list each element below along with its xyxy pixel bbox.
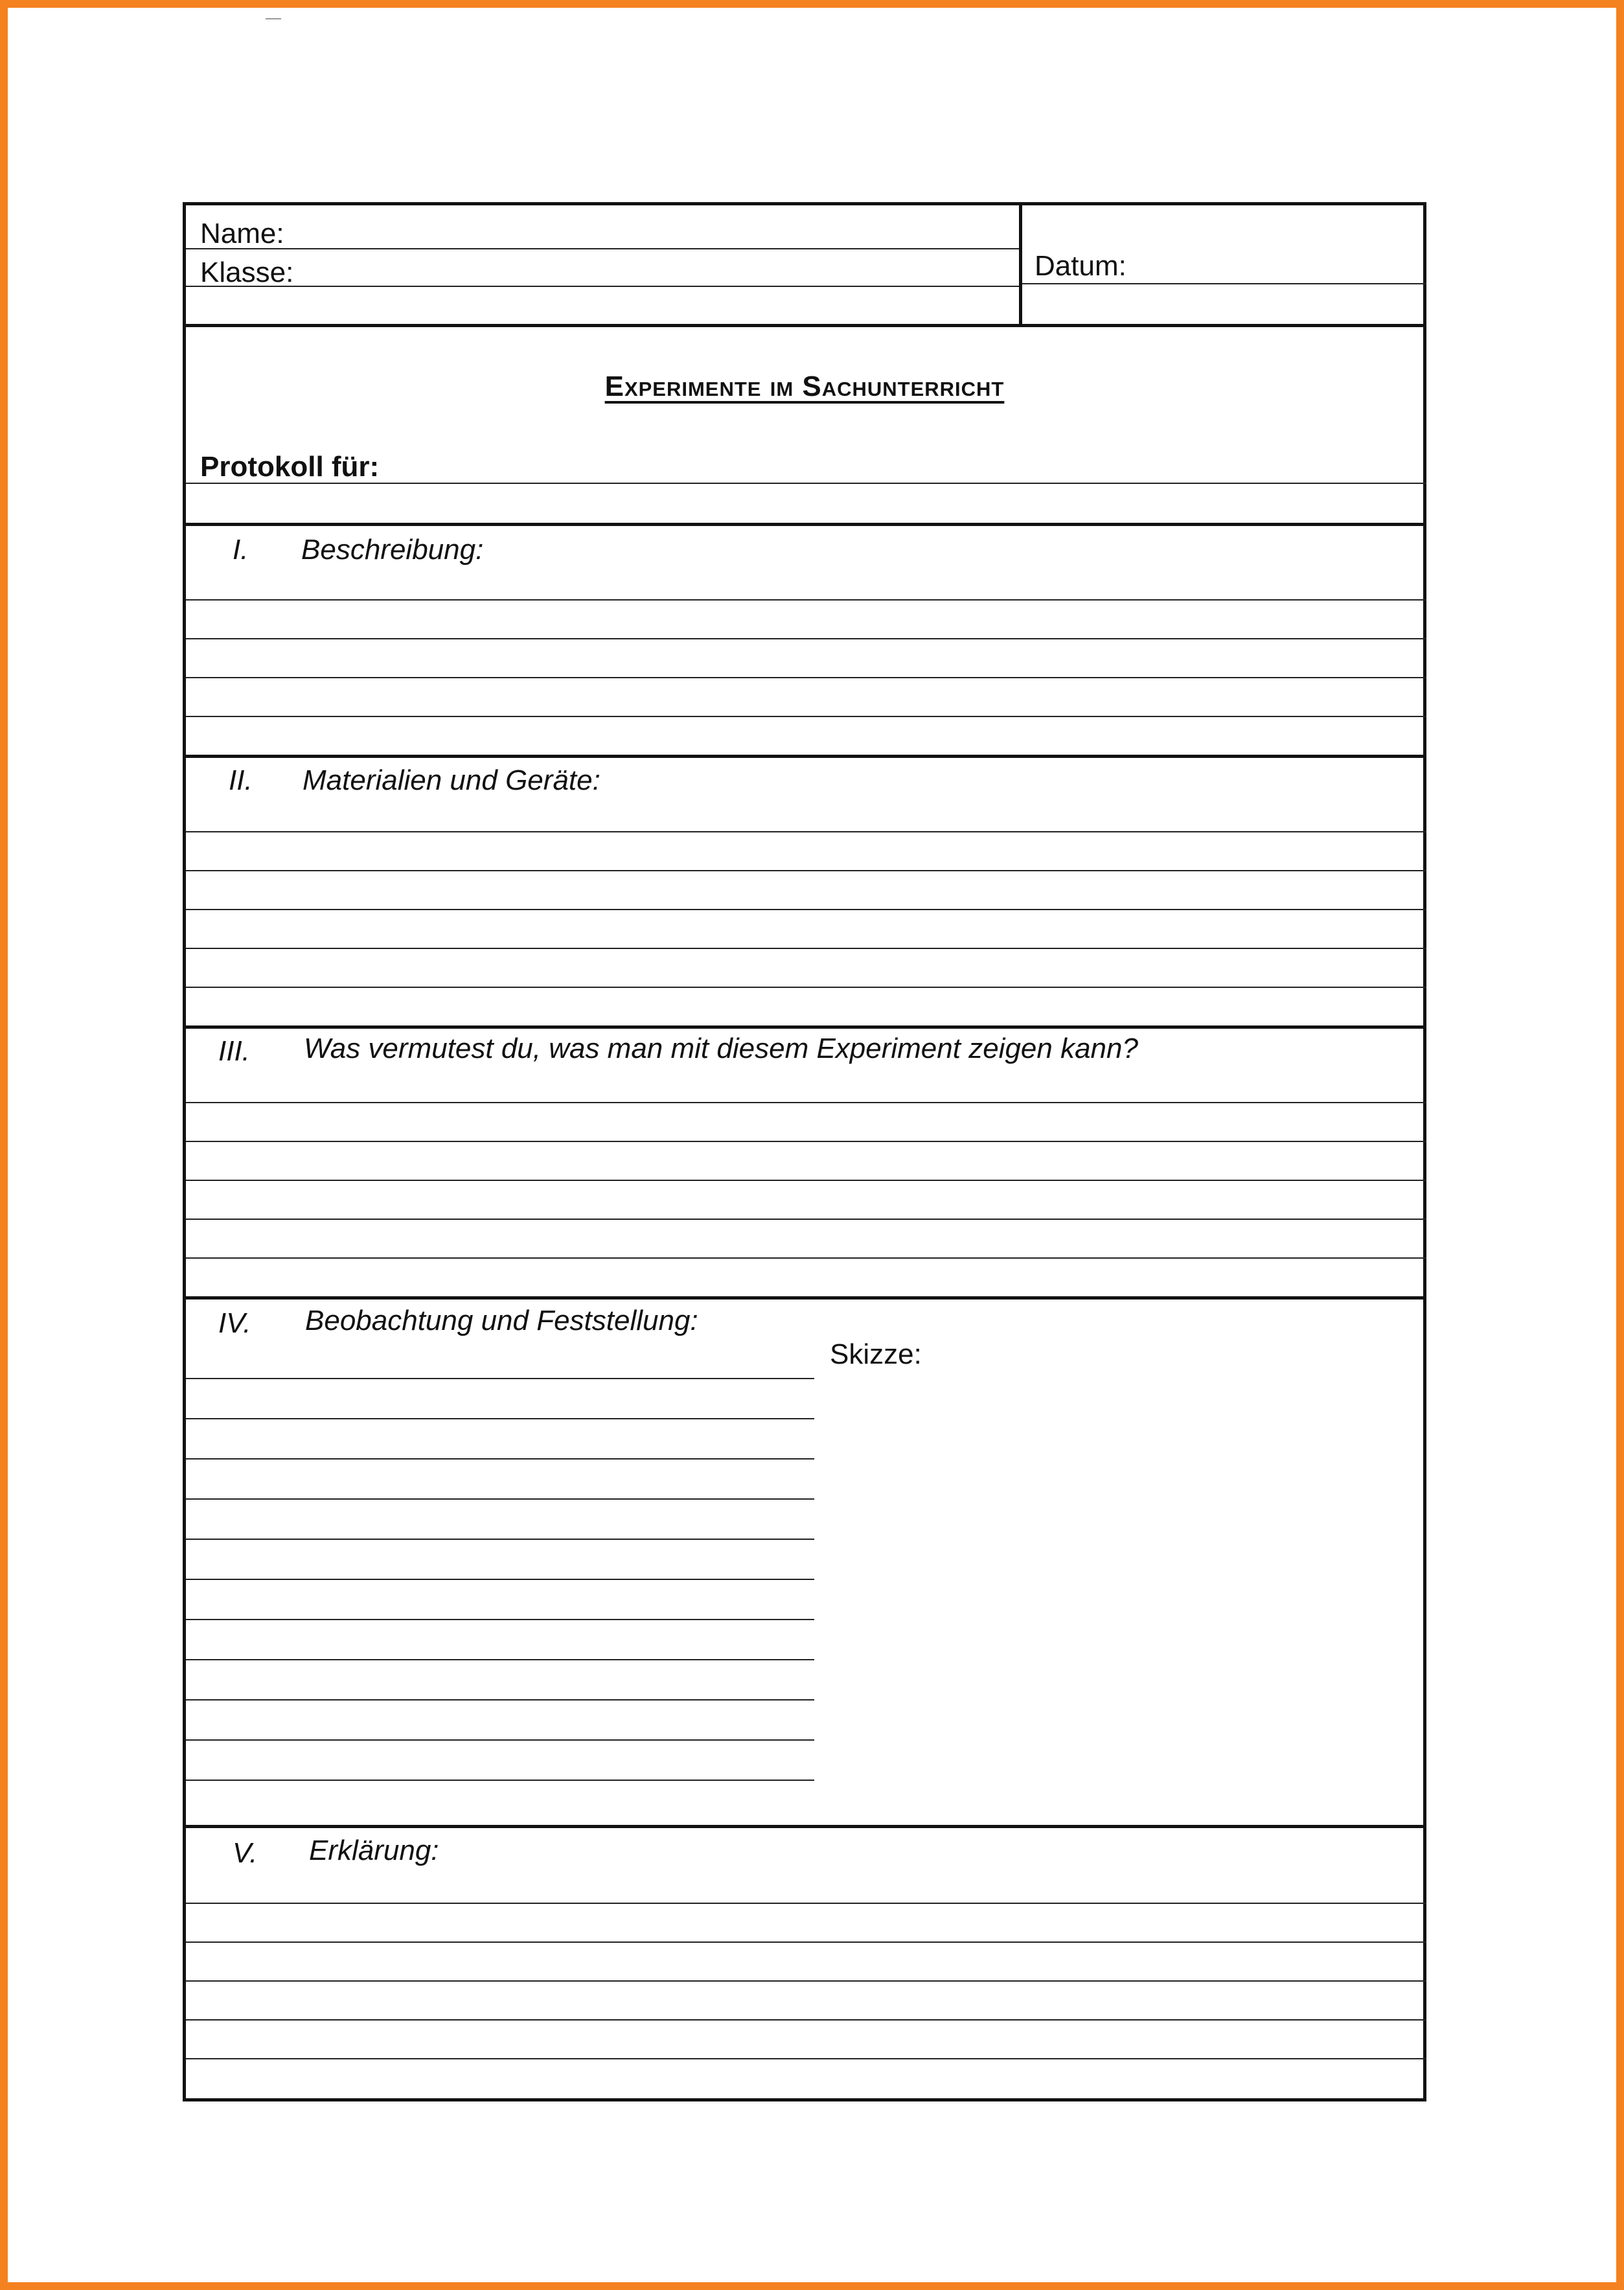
sketch-label: Skizze:: [830, 1338, 922, 1370]
experiment-protocol-form: [183, 202, 1426, 2101]
section-4-line: [186, 1458, 814, 1460]
scan-speck: [266, 18, 281, 19]
section-2-bottom-border: [186, 1025, 1426, 1029]
section-2-line: [186, 987, 1426, 988]
section-5-numeral: V.: [233, 1837, 258, 1869]
section-2-line: [186, 909, 1426, 910]
section-3-heading: Was vermutest du, was man mit diesem Experiment zeigen kann?: [304, 1033, 1138, 1064]
section-5-line: [186, 1980, 1426, 1982]
section-2-line: [186, 831, 1426, 832]
section-1-line: [186, 638, 1426, 639]
section-5-line: [186, 2019, 1426, 2021]
section-2-numeral: II.: [229, 764, 253, 796]
protocol-line: [186, 483, 1426, 484]
section-2-heading: Materialien und Geräte:: [303, 764, 600, 796]
section-4-line: [186, 1498, 814, 1500]
section-4-line: [186, 1699, 814, 1700]
section-3-line: [186, 1102, 1426, 1103]
name-label: Name:: [200, 218, 284, 249]
section-3-line: [186, 1141, 1426, 1142]
section-3-bottom-border: [186, 1296, 1426, 1300]
section-4-line: [186, 1619, 814, 1620]
section-4-line: [186, 1780, 814, 1781]
section-3-numeral: III.: [218, 1035, 250, 1067]
page-title: Experimente im Sachunterricht: [604, 371, 1005, 402]
title-bottom-border: [186, 523, 1426, 526]
section-1-numeral: I.: [233, 534, 249, 566]
date-line: [1022, 283, 1426, 284]
section-4-line: [186, 1659, 814, 1660]
section-4-bottom-border: [186, 1825, 1426, 1828]
section-4-line: [186, 1739, 814, 1741]
section-1-line: [186, 677, 1426, 678]
section-2-line: [186, 948, 1426, 949]
section-1-line: [186, 599, 1426, 601]
section-3-line: [186, 1180, 1426, 1181]
name-line: [186, 248, 1019, 249]
section-4-line: [186, 1418, 814, 1419]
section-4-line: [186, 1539, 814, 1540]
section-1-line: [186, 716, 1426, 717]
section-4-numeral: IV.: [218, 1307, 251, 1339]
protocol-label: Protokoll für:: [200, 451, 380, 483]
class-label: Klasse:: [200, 257, 294, 288]
header-divider: [1019, 205, 1022, 324]
section-1-heading: Beschreibung:: [301, 534, 484, 566]
section-4-heading: Beobachtung und Feststellung:: [305, 1305, 698, 1336]
section-5-line: [186, 1941, 1426, 1943]
section-4-line: [186, 1378, 814, 1379]
class-line: [186, 286, 1019, 287]
section-5-heading: Erklärung:: [309, 1835, 439, 1866]
section-3-line: [186, 1219, 1426, 1220]
section-4-line: [186, 1579, 814, 1580]
section-5-line: [186, 1903, 1426, 1904]
section-3-line: [186, 1257, 1426, 1259]
section-2-line: [186, 870, 1426, 871]
header-bottom-border: [186, 324, 1426, 327]
section-1-bottom-border: [186, 755, 1426, 758]
section-5-line: [186, 2058, 1426, 2059]
date-label: Datum:: [1035, 250, 1127, 282]
